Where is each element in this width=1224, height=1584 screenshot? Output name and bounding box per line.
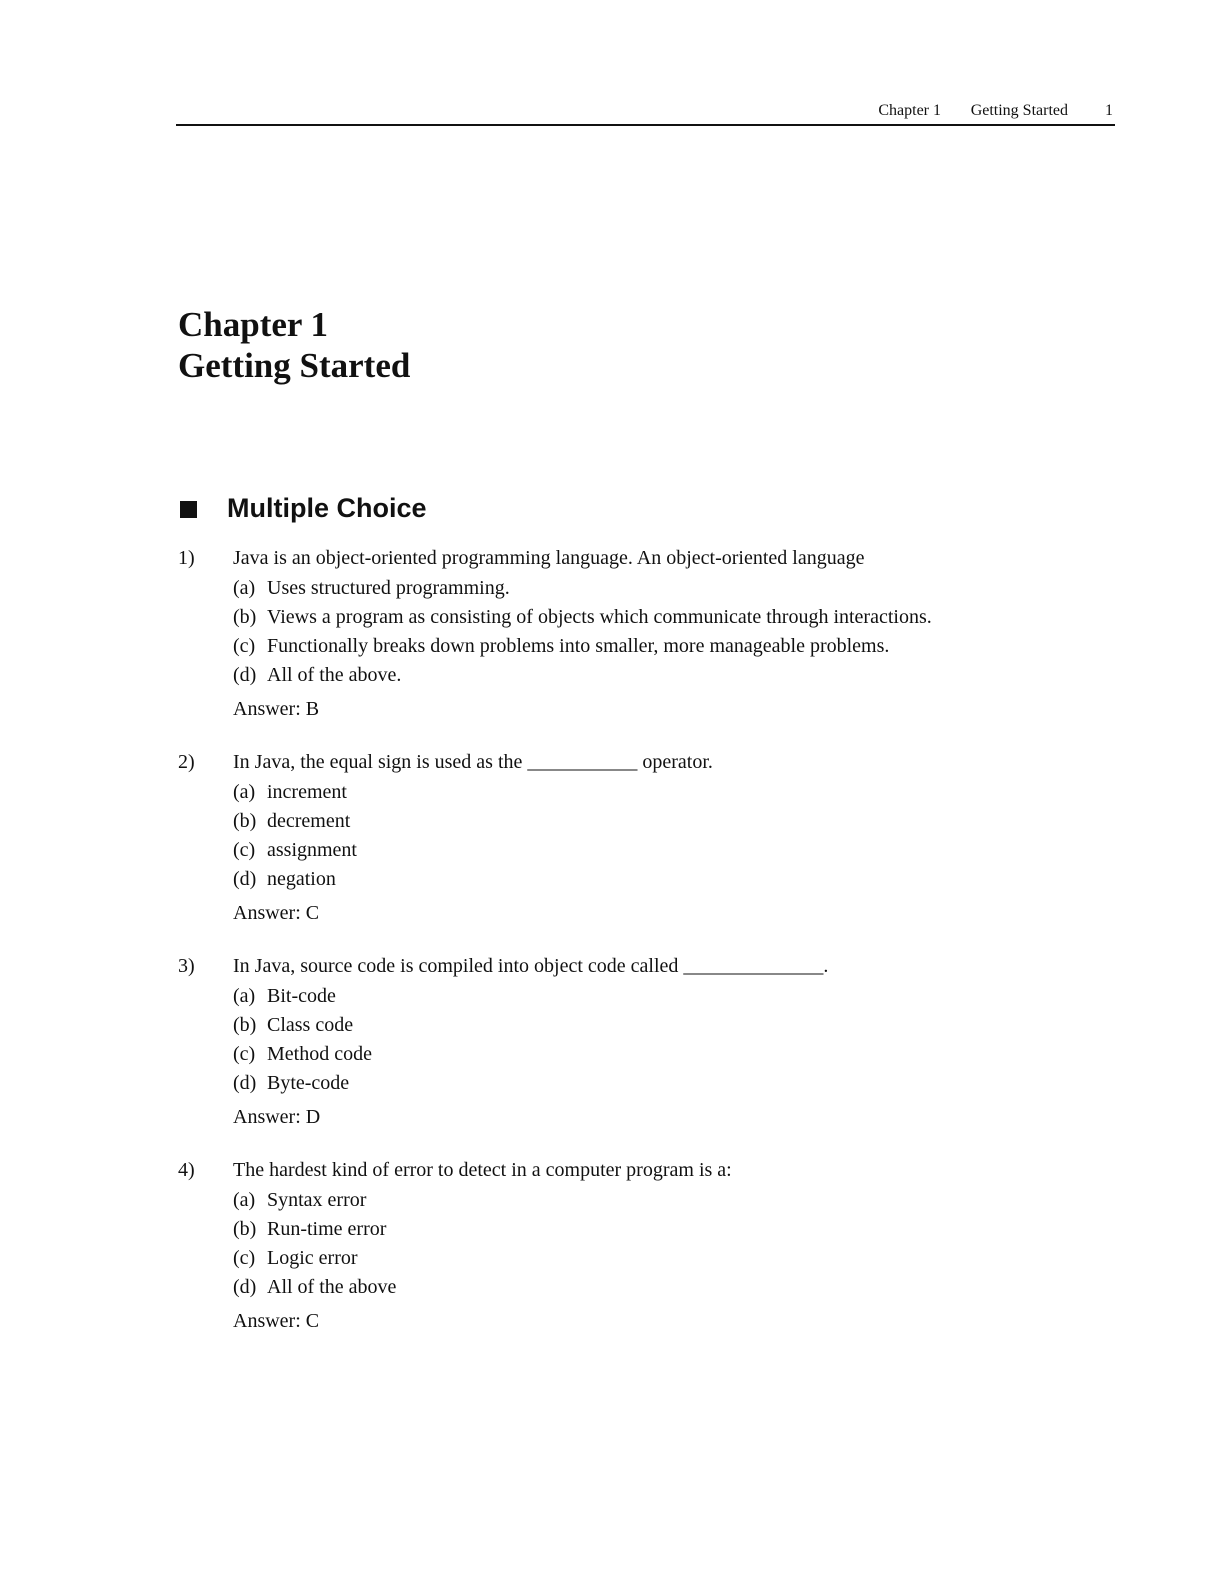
- option-label: (c): [233, 1247, 256, 1269]
- option-b: [233, 807, 1078, 836]
- option-label: (a): [233, 577, 256, 599]
- option-label: (d): [233, 1276, 257, 1298]
- option-label: (c): [233, 1043, 256, 1065]
- option-b: [233, 1215, 1078, 1244]
- answer-line: Answer: C: [233, 902, 320, 924]
- option-c: [233, 836, 1078, 865]
- option-b: [233, 1011, 1078, 1040]
- question-number: 1): [178, 547, 195, 569]
- question-text: Java is an object-oriented programming language. An object-oriented language: [233, 547, 865, 569]
- option-a: [233, 778, 1078, 807]
- square-bullet-icon: [180, 501, 197, 518]
- option-text: All of the above.: [267, 664, 402, 686]
- option-c: [233, 632, 1078, 661]
- option-label: (a): [233, 985, 256, 1007]
- question-stem: [178, 1157, 1078, 1186]
- question-text: The hardest kind of error to detect in a computer program is a:: [233, 1159, 732, 1181]
- option-label: (b): [233, 1218, 257, 1240]
- option-label: (d): [233, 664, 257, 686]
- question-3: [178, 953, 1078, 1132]
- option-text: Method code: [267, 1043, 372, 1065]
- option-text: negation: [267, 868, 336, 890]
- option-a: [233, 1186, 1078, 1215]
- option-text: Bit-code: [267, 985, 336, 1007]
- option-label: (c): [233, 635, 256, 657]
- option-text: Byte-code: [267, 1072, 350, 1094]
- question-2: [178, 749, 1078, 928]
- option-text: increment: [267, 781, 347, 803]
- option-text: All of the above: [267, 1276, 397, 1298]
- question-stem: [178, 545, 1078, 574]
- header-chapter-label: Chapter 1: [878, 102, 941, 119]
- answer-line: Answer: C: [233, 1310, 320, 1332]
- question-number: 4): [178, 1159, 195, 1181]
- question-number: 3): [178, 955, 195, 977]
- option-b: [233, 603, 1078, 632]
- option-label: (d): [233, 868, 257, 890]
- option-d: [233, 1069, 1078, 1098]
- question-1: [178, 545, 1078, 724]
- option-label: (a): [233, 781, 256, 803]
- option-text: Uses structured programming.: [267, 577, 510, 599]
- option-a: [233, 574, 1078, 603]
- question-text: In Java, the equal sign is used as the ___________ operator.: [233, 751, 713, 773]
- question-text: In Java, source code is compiled into object code called ______________.: [233, 955, 829, 977]
- option-text: assignment: [267, 839, 357, 861]
- option-d: [233, 661, 1078, 690]
- option-c: [233, 1040, 1078, 1069]
- option-text: Syntax error: [267, 1189, 367, 1211]
- chapter-name: Getting Started: [178, 346, 411, 385]
- option-label: (c): [233, 839, 256, 861]
- chapter-title: [178, 304, 410, 386]
- chapter-number: Chapter 1: [178, 305, 329, 344]
- option-text: decrement: [267, 810, 351, 832]
- option-text: Functionally breaks down problems into smaller, more manageable problems.: [267, 635, 890, 657]
- option-text: Views a program as consisting of objects which communicate through interactions.: [267, 606, 932, 628]
- option-label: (a): [233, 1189, 256, 1211]
- section-title: Multiple Choice: [227, 493, 427, 523]
- question-4: [178, 1157, 1078, 1336]
- question-stem: [178, 953, 1078, 982]
- option-text: Class code: [267, 1014, 354, 1036]
- question-stem: [178, 749, 1078, 778]
- option-a: [233, 982, 1078, 1011]
- answer-line: Answer: D: [233, 1106, 321, 1128]
- answer-line: Answer: B: [233, 698, 320, 720]
- option-label: (b): [233, 1014, 257, 1036]
- option-text: Logic error: [267, 1247, 358, 1269]
- option-label: (d): [233, 1072, 257, 1094]
- option-text: Run-time error: [267, 1218, 387, 1240]
- running-header: [176, 100, 1115, 126]
- header-page-number: 1: [1105, 102, 1113, 119]
- option-d: [233, 1273, 1078, 1302]
- option-label: (b): [233, 810, 257, 832]
- question-number: 2): [178, 751, 195, 773]
- option-label: (b): [233, 606, 257, 628]
- option-c: [233, 1244, 1078, 1273]
- header-chapter-title: Getting Started: [970, 102, 1068, 119]
- option-d: [233, 865, 1078, 894]
